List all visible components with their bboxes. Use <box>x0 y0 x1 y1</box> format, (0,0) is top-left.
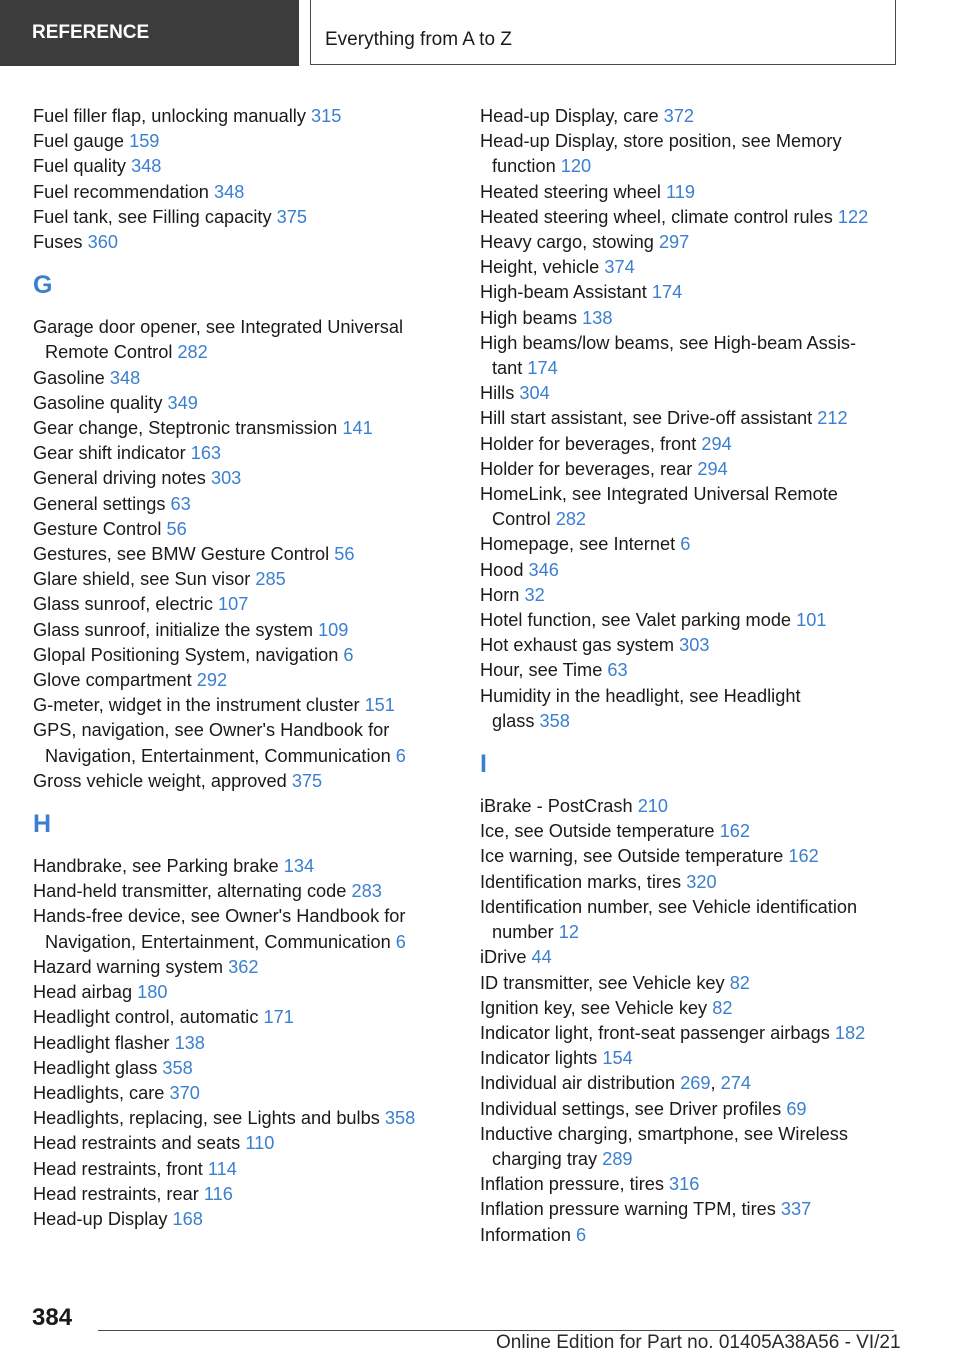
index-entry <box>33 205 453 230</box>
index-entry-text: Height, vehicle <box>480 257 600 278</box>
page-reference-link[interactable]: 151 <box>364 695 395 716</box>
page-reference-link[interactable]: 370 <box>169 1082 200 1103</box>
index-entry-text: iBrake - PostCrash <box>480 796 633 817</box>
page-reference-link[interactable]: 320 <box>686 871 717 892</box>
index-entry <box>33 104 453 129</box>
page-reference-link[interactable]: 141 <box>342 418 373 439</box>
index-entry-text: Head-up Display, store position, see Memory function <box>480 131 842 177</box>
index-entry-text: Ice warning, see Outside temperature <box>480 846 784 867</box>
index-entry <box>480 1097 920 1122</box>
index-entry <box>33 879 453 904</box>
index-entry <box>33 466 453 491</box>
index-entry <box>480 996 920 1021</box>
index-entry-text: Headlights, care <box>33 1082 165 1103</box>
page-reference-link[interactable]: 174 <box>527 358 558 379</box>
index-entry-text: Hood <box>480 559 524 580</box>
index-entry-text: Homepage, see Internet <box>480 534 676 555</box>
index-entry-text: Humidity in the headlight, see Headlight glass <box>480 685 801 731</box>
index-entry <box>480 180 920 205</box>
index-entry <box>33 1131 453 1156</box>
page-reference-link[interactable]: 44 <box>531 947 552 968</box>
page-reference-link[interactable]: 285 <box>255 569 286 590</box>
page-reference-link[interactable]: 162 <box>719 821 750 842</box>
page-reference-link[interactable]: 274 <box>720 1073 752 1094</box>
index-entry-text: Heated steering wheel <box>480 181 661 202</box>
page-reference-link[interactable]: 358 <box>162 1057 193 1078</box>
index-entry <box>480 1223 920 1248</box>
index-entry-text: Fuel tank, see Filling capacity <box>33 206 272 227</box>
page-reference-link[interactable]: 180 <box>137 982 168 1003</box>
index-column-right <box>480 104 920 1248</box>
index-entry <box>33 315 453 365</box>
index-entry-text: Hazard warning system <box>33 956 224 977</box>
page-reference-link[interactable]: 358 <box>539 710 570 731</box>
index-entry <box>33 1081 453 1106</box>
index-entry-text: Glove compartment <box>33 670 192 691</box>
index-entry <box>33 955 453 980</box>
index-entry <box>33 492 453 517</box>
page-reference-link[interactable]: 374 <box>604 257 635 278</box>
index-entry <box>480 331 920 381</box>
page-reference-link[interactable]: 56 <box>166 518 187 539</box>
index-entry <box>33 854 453 879</box>
index-entry <box>480 280 920 305</box>
index-entry <box>480 870 920 895</box>
index-entry <box>33 668 453 693</box>
page-reference-link[interactable]: 282 <box>177 342 208 363</box>
index-entry <box>480 1021 920 1046</box>
index-entry <box>480 945 920 970</box>
index-entry: Individual air distribution 269, 274 <box>480 1073 752 1094</box>
page-reference-link[interactable]: 362 <box>228 956 259 977</box>
page-reference-link[interactable]: 110 <box>245 1133 275 1154</box>
page-reference-link[interactable]: 282 <box>555 509 587 530</box>
index-entry-text: iDrive <box>480 947 527 968</box>
index-entry <box>33 1182 453 1207</box>
index-entry <box>33 1207 453 1232</box>
index-entry-text: Head-up Display <box>33 1208 168 1229</box>
page-reference-link[interactable]: 109 <box>318 619 349 640</box>
index-entry-text: Head restraints, front <box>33 1158 203 1179</box>
index-entry-text: Indicator lights <box>480 1048 598 1069</box>
page-reference-link[interactable]: 101 <box>796 610 827 631</box>
page-reference-link[interactable]: 12 <box>558 922 579 943</box>
index-entry <box>480 1122 920 1172</box>
index-entry-text: Handbrake, see Parking brake <box>33 856 279 877</box>
index-entry-text: Head airbag <box>33 982 133 1003</box>
index-entry-text: Glare shield, see Sun visor <box>33 569 251 590</box>
index-entry-text: Heated steering wheel, climate control rules <box>480 206 833 227</box>
page-reference-link[interactable]: 315 <box>311 106 342 126</box>
footer-divider <box>98 1330 894 1331</box>
page-reference-link[interactable]: 82 <box>712 997 733 1018</box>
index-entry-text: Hotel function, see Valet parking mode <box>480 610 792 631</box>
index-entry-text: Glopal Positioning System, navigation <box>33 644 339 665</box>
page-reference-link[interactable]: 120 <box>560 156 592 177</box>
index-entry-text: Hills <box>480 383 515 404</box>
index-entry <box>33 1005 453 1030</box>
page-reference-link[interactable]: 212 <box>817 408 848 429</box>
index-entry <box>33 769 453 794</box>
index-entry <box>33 542 453 567</box>
index-entry <box>33 391 453 416</box>
index-entry-text: Headlight flasher <box>33 1032 170 1053</box>
index-entry <box>480 457 920 482</box>
index-entry <box>33 441 453 466</box>
page-reference-link[interactable]: 6 <box>343 644 354 665</box>
index-entry <box>480 819 920 844</box>
index-entry-text: Gear change, Steptronic transmission <box>33 418 338 439</box>
page-reference-link[interactable]: 171 <box>263 1007 294 1028</box>
index-entry-text: Gasoline <box>33 367 105 388</box>
index-entry-text: High-beam Assistant <box>480 282 647 303</box>
index-entry-text: Fuel filler flap, unlocking manually <box>33 106 306 126</box>
page-header <box>0 0 960 66</box>
index-entry-text: Holder for beverages, rear <box>480 458 693 479</box>
page-reference-link[interactable]: 348 <box>131 156 162 177</box>
index-entry-text: Identification number, see Vehicle identification number <box>480 896 858 943</box>
index-entry-text: GPS, navigation, see Owner's Handbook for Navigation, Entertainment, Communication <box>33 720 391 766</box>
page-reference-link[interactable]: 116 <box>203 1183 233 1204</box>
index-entry <box>480 205 920 230</box>
index-entry-text: Individual air distribution <box>480 1073 676 1094</box>
index-letter-heading: G <box>33 271 53 300</box>
index-entry-text: Inflation pressure, tires <box>480 1174 664 1195</box>
page-number: 384 <box>32 1304 73 1331</box>
page-reference-link[interactable]: 358 <box>384 1108 416 1129</box>
index-entry <box>480 255 920 280</box>
page-reference-link[interactable]: 294 <box>701 433 732 454</box>
index-entry-text: Head restraints and seats <box>33 1133 241 1154</box>
page-reference-link[interactable]: 32 <box>524 584 545 605</box>
index-entry <box>480 432 920 457</box>
index-entry <box>480 1197 920 1222</box>
page-reference-link[interactable]: 182 <box>834 1022 866 1043</box>
index-entry <box>33 1031 453 1056</box>
index-entry-text: Information <box>480 1224 571 1245</box>
index-entry-text: Ice, see Outside temperature <box>480 821 715 842</box>
index-entry <box>33 904 453 954</box>
page-reference-link[interactable]: 346 <box>528 559 559 580</box>
page-reference-link[interactable]: 168 <box>172 1208 203 1229</box>
index-entry <box>33 1106 453 1131</box>
index-entry-text: Hour, see Time <box>480 660 603 681</box>
index-entry <box>33 643 453 668</box>
index-entry-text: Headlights, replacing, see Lights and bulbs <box>33 1108 380 1129</box>
index-entry <box>33 230 453 255</box>
index-entry-text: Hill start assistant, see Drive-off assistant <box>480 408 813 429</box>
page-reference-link[interactable]: 114 <box>207 1158 237 1179</box>
page-reference-link[interactable]: 159 <box>129 131 160 152</box>
edition-note: Online Edition for Part no. 01405A38A56 - VI/21 <box>496 1332 901 1353</box>
index-letter-heading: H <box>33 810 52 839</box>
index-entry-text: Fuel recommendation <box>33 181 209 202</box>
page-reference-link[interactable]: 56 <box>334 544 355 565</box>
page-reference-link[interactable]: 6 <box>680 534 691 555</box>
index-entry-text: Headlight control, automatic <box>33 1007 259 1028</box>
index-entry <box>33 693 453 718</box>
index-entry <box>33 129 453 154</box>
index-entry-text: Head restraints, rear <box>33 1183 199 1204</box>
index-entry-text: Gestures, see BMW Gesture Control <box>33 544 330 565</box>
index-entry <box>480 1172 920 1197</box>
index-entry <box>33 366 453 391</box>
index-entry-text: Garage door opener, see Integrated Universal Remote Control <box>33 317 404 363</box>
index-entry <box>480 381 920 406</box>
index-entry-text: Head-up Display, care <box>480 106 659 126</box>
index-entry <box>33 1157 453 1182</box>
index-entry-text: ID transmitter, see Vehicle key <box>480 972 725 993</box>
page-reference-link[interactable]: 6 <box>395 745 406 766</box>
page-reference-link[interactable]: 107 <box>217 594 249 615</box>
page-reference-link[interactable]: 316 <box>669 1174 700 1195</box>
index-entry-text: Glass sunroof, electric <box>33 594 213 615</box>
page-reference-link[interactable]: 162 <box>788 846 819 867</box>
index-entry-text: High beams <box>480 307 578 328</box>
section-tab: REFERENCE <box>0 0 299 66</box>
page-reference-link[interactable]: 294 <box>697 458 728 479</box>
index-entry <box>480 971 920 996</box>
index-entry <box>33 1056 453 1081</box>
index-entry-text: Hands-free device, see Owner's Handbook for Navigation, Entertainment, Communication <box>33 906 406 952</box>
index-entry <box>480 129 920 179</box>
page-reference-link[interactable]: 82 <box>729 972 750 993</box>
page-reference-link[interactable]: 69 <box>786 1098 807 1119</box>
page-reference-link[interactable]: 269 <box>680 1073 711 1094</box>
page-reference-link[interactable]: 122 <box>837 206 869 227</box>
index-entry-text: Indicator light, front-seat passenger airbags <box>480 1022 830 1043</box>
page-reference-link[interactable]: 372 <box>663 106 695 126</box>
index-entry-text: General settings <box>33 493 166 514</box>
chapter-title: Everything from A to Z <box>310 0 896 65</box>
index-entry <box>33 718 453 768</box>
index-entry-text: General driving notes <box>33 468 206 489</box>
index-entry-text: Gear shift indicator <box>33 443 186 464</box>
page-reference-link[interactable]: 283 <box>351 881 382 902</box>
index-entry-text: Inductive charging, smartphone, see Wireless charging tray <box>480 1123 848 1169</box>
index-entry <box>33 416 453 441</box>
index-entry-text: Headlight glass <box>33 1057 158 1078</box>
index-entry-text: Ignition key, see Vehicle key <box>480 997 708 1018</box>
page-reference-link[interactable]: 119 <box>666 181 696 202</box>
page-reference-link[interactable]: 349 <box>167 392 198 413</box>
index-entry-text: Individual settings, see Driver profiles <box>480 1098 782 1119</box>
page-reference-link[interactable]: 292 <box>196 670 228 691</box>
index-entry <box>33 980 453 1005</box>
index-entry <box>480 633 920 658</box>
index-entry-text: High beams/low beams, see High-beam Assis‐ tant <box>480 332 857 379</box>
index-entry-text: G-meter, widget in the instrument cluster <box>33 695 360 716</box>
index-entry <box>480 230 920 255</box>
page-reference-link[interactable]: 360 <box>87 232 118 253</box>
page-reference-link[interactable]: 63 <box>607 660 628 681</box>
index-entry <box>480 658 920 683</box>
index-entry-text: Gross vehicle weight, approved <box>33 770 287 791</box>
index-entry-text: Glass sunroof, initialize the system <box>33 619 313 640</box>
page-reference-link[interactable]: 289 <box>602 1148 633 1169</box>
index-entry-text: Identification marks, tires <box>480 871 682 892</box>
index-entry <box>480 844 920 869</box>
page-reference-link[interactable]: 63 <box>170 493 191 514</box>
index-entry-text: Holder for beverages, front <box>480 433 697 454</box>
index-entry <box>480 684 920 734</box>
page-reference-link[interactable]: 303 <box>210 468 242 489</box>
page-reference-link[interactable]: 348 <box>213 181 245 202</box>
index-letter-heading: I <box>480 750 487 779</box>
index-entry-text: Hand-held transmitter, alternating code <box>33 881 347 902</box>
page-reference-link[interactable]: 337 <box>780 1199 812 1220</box>
page-reference-link[interactable]: 303 <box>679 635 710 656</box>
index-entry-text: Fuel quality <box>33 156 127 177</box>
page-reference-link[interactable]: 375 <box>276 206 307 227</box>
page-reference-link[interactable]: 138 <box>582 307 613 328</box>
index-entry-text: Inflation pressure warning TPM, tires <box>480 1199 776 1220</box>
index-entry <box>480 104 920 129</box>
index-entry-text: Horn <box>480 584 520 605</box>
index-entry <box>480 794 920 819</box>
index-entry <box>480 482 920 532</box>
page-reference-link[interactable]: 375 <box>291 770 323 791</box>
index-entry <box>33 180 453 205</box>
index-entry <box>480 558 920 583</box>
index-entry-text: Fuses <box>33 232 83 253</box>
index-entry-text: Heavy cargo, stowing <box>480 232 654 253</box>
index-entry-text: Hot exhaust gas system <box>480 635 675 656</box>
page-reference-link[interactable]: 348 <box>109 367 141 388</box>
page-reference-link[interactable]: 154 <box>602 1048 633 1069</box>
index-column-left <box>33 104 453 1232</box>
page-reference-link[interactable]: 6 <box>395 931 406 952</box>
index-entry <box>480 583 920 608</box>
page-reference-link[interactable]: 174 <box>651 282 683 303</box>
page-footer <box>0 1290 960 1362</box>
index-entry <box>33 592 453 617</box>
index-entry-text: HomeLink, see Integrated Universal Remote Control <box>480 484 838 530</box>
index-entry <box>480 895 920 945</box>
index-entry-text: Gasoline quality <box>33 392 163 413</box>
page-reference-link[interactable]: 138 <box>174 1032 205 1053</box>
index-entry <box>480 1046 920 1071</box>
page-reference-link[interactable]: 163 <box>190 443 222 464</box>
index-entry <box>480 532 920 557</box>
index-entry <box>33 517 453 542</box>
page-reference-link[interactable]: 210 <box>637 796 669 817</box>
index-entry <box>480 306 920 331</box>
index-entry <box>33 154 453 179</box>
index-entry <box>33 618 453 643</box>
page-reference-link[interactable]: 297 <box>658 232 690 253</box>
index-entry <box>33 567 453 592</box>
index-entry-text: Gesture Control <box>33 518 162 539</box>
page-reference-link[interactable]: 6 <box>576 1224 587 1245</box>
index-entry-text: Fuel gauge <box>33 131 125 152</box>
page-reference-link[interactable]: 134 <box>283 856 315 877</box>
index-entry <box>480 608 920 633</box>
index-entry <box>480 406 920 431</box>
page-reference-link[interactable]: 304 <box>519 383 550 404</box>
